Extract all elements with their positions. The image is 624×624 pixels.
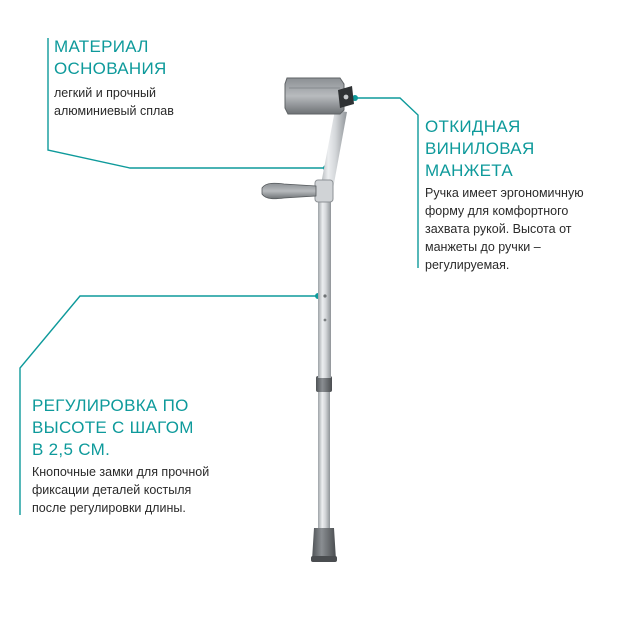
callout-cuff-desc-line3: захвата рукой. Высота от (425, 222, 572, 236)
crutch-main-tube (318, 195, 331, 378)
crutch-handle-grip (262, 183, 316, 199)
callout-cuff-desc-line5: регулируемая. (425, 258, 510, 272)
callout-material-title-line2: ОСНОВАНИЯ (54, 59, 167, 78)
crutch-cuff (285, 78, 344, 114)
callout-cuff-title (425, 116, 535, 182)
callout-cuff-title-line3: МАНЖЕТА (425, 161, 514, 180)
callout-height-title-line1: РЕГУЛИРОВКА ПО (32, 396, 189, 415)
crutch-joint (315, 180, 333, 202)
crutch-lower-tube (318, 390, 330, 530)
callout-material-desc-line1: легкий и прочный (54, 86, 156, 100)
callout-cuff-title-line2: ВИНИЛОВАЯ (425, 139, 535, 158)
callout-material-title-line1: МАТЕРИАЛ (54, 37, 149, 56)
callout-height-title (32, 395, 194, 461)
callout-height-title-line2: ВЫСОТЕ С ШАГОМ (32, 418, 194, 437)
callout-cuff-desc-line2: форму для комфортного (425, 204, 569, 218)
callout-material-title (54, 36, 167, 80)
callout-cuff-desc (425, 184, 584, 274)
callout-material-desc-line2: алюминиевый сплав (54, 104, 174, 118)
crutch-rubber-tip (312, 528, 336, 560)
callout-height-title-line3: В 2,5 СМ. (32, 440, 111, 459)
callout-height-desc-line3: после регулировки длины. (32, 501, 186, 515)
adjust-button (323, 294, 326, 297)
adjust-hole (324, 319, 327, 322)
callout-material-desc (54, 84, 174, 120)
callout-cuff-title-line1: ОТКИДНАЯ (425, 117, 521, 136)
callout-cuff-desc-line4: манжеты до ручки – (425, 240, 541, 254)
callout-cuff-desc-line1: Ручка имеет эргономичную (425, 186, 584, 200)
leader-line-cuff (355, 98, 418, 268)
callout-height-desc-line1: Кнопочные замки для прочной (32, 465, 210, 479)
callout-height-desc-line2: фиксации деталей костыля (32, 483, 192, 497)
crutch-collar (316, 376, 332, 392)
callout-height-desc (32, 463, 209, 517)
